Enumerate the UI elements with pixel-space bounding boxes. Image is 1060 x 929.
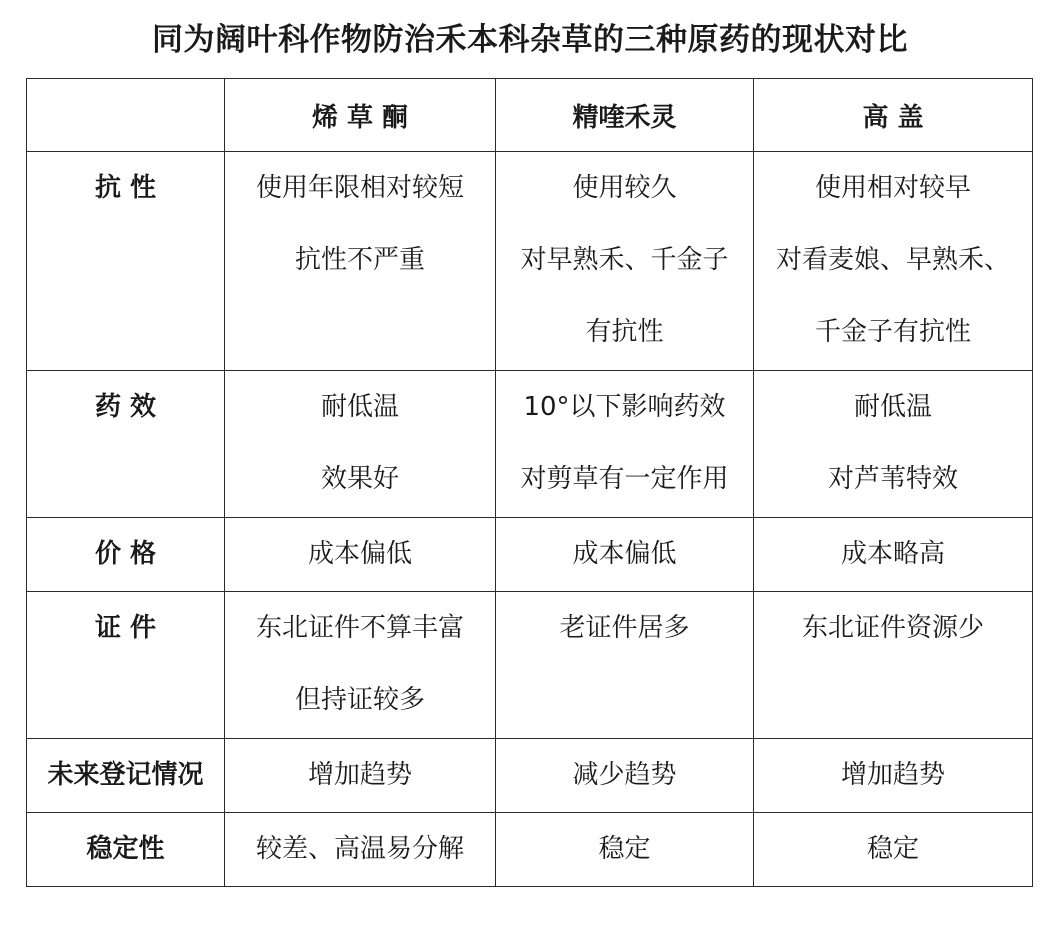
cell-line: 增加趋势: [307, 760, 412, 790]
table-cell: [225, 371, 496, 518]
comparison-table: [26, 78, 1033, 887]
cell-line: 使用较久: [572, 173, 677, 203]
table-header-row: [27, 79, 1033, 152]
table-cell: [754, 371, 1033, 518]
cell-line: 成本偏低: [572, 539, 677, 569]
row-header-label: 药 效: [94, 392, 157, 422]
cell-line: 有抗性: [585, 317, 664, 347]
row-header-cell: [27, 813, 225, 887]
row-header-cell: [27, 739, 225, 813]
table-row-registration-certificates: [27, 592, 1033, 739]
table-cell: [225, 739, 496, 813]
row-header-cell: [27, 371, 225, 518]
cell-line: 效果好: [320, 464, 399, 494]
document-title: 同为阔叶科作物防治禾本科杂草的三种原药的现状对比: [152, 22, 908, 58]
cell-line: 稳定: [866, 834, 919, 864]
table-cell: [496, 739, 754, 813]
table-cell: [225, 152, 496, 371]
cell-line: 10°以下影响药效: [523, 392, 726, 422]
cell-line: 东北证件资源少: [801, 613, 984, 643]
cell-line: 但持证较多: [294, 685, 425, 715]
table-cell: [754, 739, 1033, 813]
header-corner-cell: [27, 79, 225, 152]
table-cell: [496, 813, 754, 887]
cell-line: 东北证件不算丰富: [255, 613, 464, 643]
table-row-stability: [27, 813, 1033, 887]
table-cell: [496, 152, 754, 371]
row-header-label: 未来登记情况: [47, 760, 204, 790]
row-header-cell: [27, 592, 225, 739]
table-cell: [225, 592, 496, 739]
cell-line: 耐低温: [320, 392, 399, 422]
cell-line: 对剪草有一定作用: [520, 464, 729, 494]
table-cell: [496, 518, 754, 592]
table-cell: [225, 813, 496, 887]
cell-line: 对芦苇特效: [827, 464, 958, 494]
row-header-label: 价 格: [94, 539, 157, 569]
column-header-quizalofop: 精喹禾灵: [496, 79, 754, 152]
table-cell: [754, 152, 1033, 371]
table-cell: [225, 518, 496, 592]
column-header-clethodim: 烯 草 酮: [225, 79, 496, 152]
row-header-cell: [27, 152, 225, 371]
row-header-label: 抗 性: [94, 173, 157, 203]
cell-line: 增加趋势: [840, 760, 945, 790]
table-cell: [496, 592, 754, 739]
table-cell: [754, 518, 1033, 592]
table-row-price: [27, 518, 1033, 592]
cell-line: 减少趋势: [572, 760, 677, 790]
cell-line: 使用年限相对较短: [255, 173, 464, 203]
cell-line: 对早熟禾、千金子: [520, 245, 729, 275]
cell-line: 对看麦娘、早熟禾、: [775, 245, 1010, 275]
cell-line: 成本偏低: [307, 539, 412, 569]
cell-line: 抗性不严重: [294, 245, 425, 275]
row-header-label: 证 件: [94, 613, 157, 643]
column-header-haloxyfop: 高 盖: [754, 79, 1033, 152]
table-row-future-registration: [27, 739, 1033, 813]
cell-line: 千金子有抗性: [814, 317, 971, 347]
table-cell: [496, 371, 754, 518]
cell-line: 成本略高: [840, 539, 945, 569]
cell-line: 使用相对较早: [814, 173, 971, 203]
table-row-efficacy: [27, 371, 1033, 518]
row-header-label: 稳定性: [86, 834, 165, 864]
cell-line: 老证件居多: [559, 613, 690, 643]
cell-line: 稳定: [598, 834, 651, 864]
row-header-cell: [27, 518, 225, 592]
table-cell: [754, 813, 1033, 887]
cell-line: 较差、高温易分解: [255, 834, 464, 864]
table-cell: [754, 592, 1033, 739]
cell-line: 耐低温: [853, 392, 932, 422]
table-row-resistance: [27, 152, 1033, 371]
